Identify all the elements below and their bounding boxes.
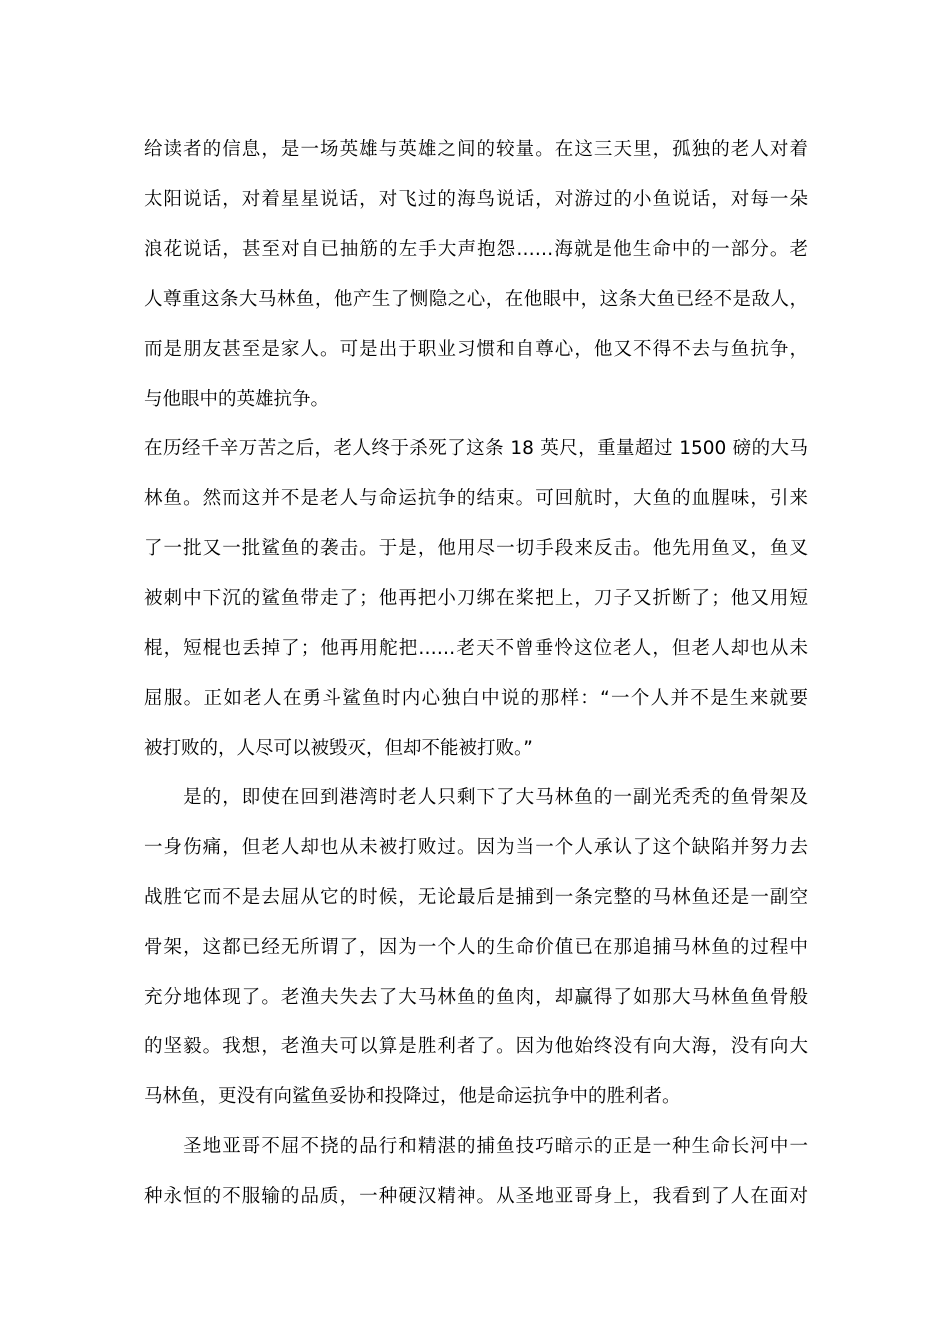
text-line: 被刺中下沉的鲨鱼带走了；他再把小刀绑在桨把上，刀子又折断了；他又用短 [144,588,808,609]
text-line: 与他眼中的英雄抗争。 [144,389,330,410]
text-line: 给读者的信息，是一场英雄与英雄之间的较量。在这三天里，孤独的老人对着 [144,139,808,160]
text-line: 的坚毅。我想，老渔夫可以算是胜利者了。因为他始终没有向大海，没有向大 [144,1036,808,1057]
text-line: 一身伤痛，但老人却也从未被打败过。因为当一个人承认了这个缺陷并努力去 [144,837,808,858]
text-line: 屈服。正如老人在勇斗鲨鱼时内心独白中说的那样：“一个人并不是生来就要 [144,688,808,709]
text-line: 了一批又一批鲨鱼的袭击。于是，他用尽一切手段来反击。他先用鱼叉，鱼叉 [144,538,808,559]
text-line: 骨架，这都已经无所谓了，因为一个人的生命价值已在那追捕马林鱼的过程中 [144,937,808,958]
text-line: 是的，即使在回到港湾时老人只剩下了大马林鱼的一副光秃秃的鱼骨架及 [144,787,808,808]
text-line: 战胜它而不是去屈从它的时候，无论最后是捕到一条完整的马林鱼还是一副空 [144,887,808,908]
text-line: 人尊重这条大马林鱼，他产生了恻隐之心，在他眼中，这条大鱼已经不是敌人， [144,289,808,310]
text-line: 在历经千辛万苦之后，老人终于杀死了这条 18 英尺，重量超过 1500 磅的大马 [144,438,808,459]
text-line: 浪花说话，甚至对自已抽筋的左手大声抱怨……海就是他生命中的一部分。老 [144,239,808,260]
text-line: 而是朋友甚至是家人。可是出于职业习惯和自尊心，他又不得不去与鱼抗争， [144,339,808,360]
text-line: 棍，短棍也丢掉了；他再用舵把……老天不曾垂怜这位老人，但老人却也从未 [144,638,808,659]
text-line: 林鱼。然而这并不是老人与命运抗争的结束。可回航时，大鱼的血腥味，引来 [144,488,808,509]
text-line: 马林鱼，更没有向鲨鱼妥协和投降过，他是命运抗争中的胜利者。 [144,1086,681,1107]
text-line: 太阳说话，对着星星说话，对飞过的海鸟说话，对游过的小鱼说话，对每一朵 [144,189,808,210]
text-line: 充分地体现了。老渔夫失去了大马林鱼的鱼肉，却赢得了如那大马林鱼鱼骨般 [144,987,808,1008]
text-line: 圣地亚哥不屈不挠的品行和精湛的捕鱼技巧暗示的正是一种生命长河中一 [144,1136,808,1157]
text-line: 种永恒的不服输的品质，一种硬汉精神。从圣地亚哥身上，我看到了人在面对 [144,1186,808,1207]
text-line: 被打败的，人尽可以被毁灭，但却不能被打败。” [144,738,533,759]
